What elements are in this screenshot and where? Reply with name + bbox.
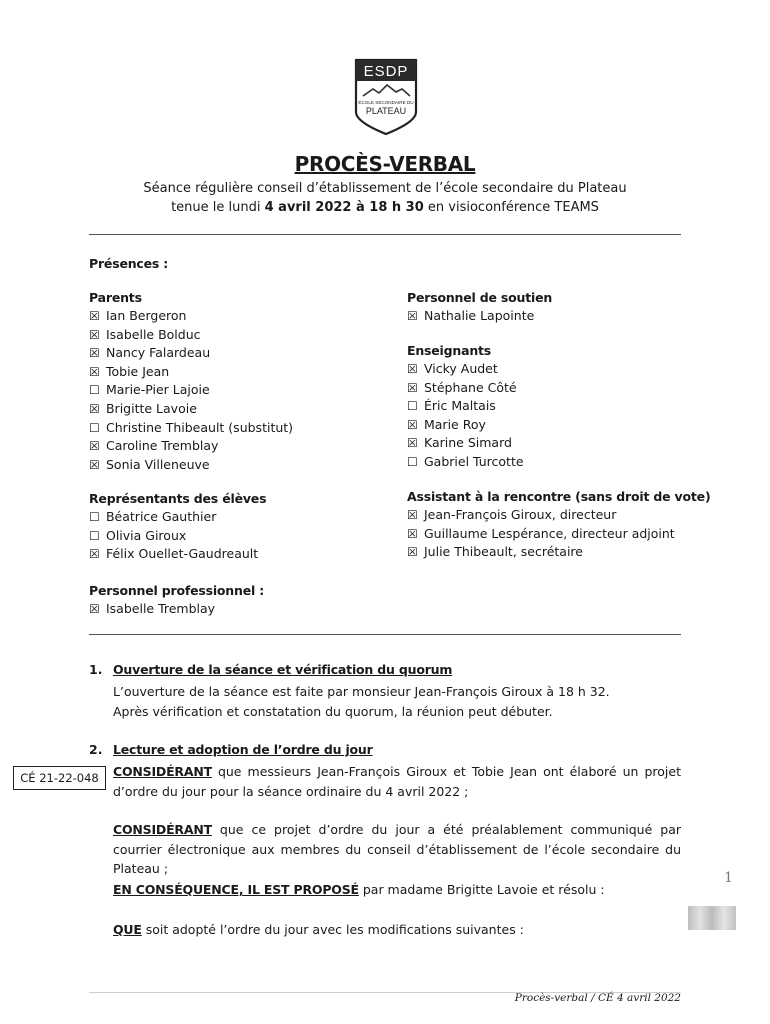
attendee-name: Béatrice Gauthier (105, 509, 217, 524)
attendee-item (89, 381, 293, 400)
attendee-item (89, 326, 293, 345)
subtitle-line1: Séance régulière conseil d’établissement de l’école secondaire du Plateau (143, 181, 627, 196)
soutien-group (407, 288, 552, 326)
attendee-name: Sonia Villeneuve (105, 456, 210, 472)
attendee-item (89, 344, 293, 363)
checked-box-icon: ☒ (89, 457, 100, 472)
attendee-item (89, 600, 264, 619)
attendee-item (407, 360, 524, 379)
assistant-group (407, 487, 710, 562)
checked-box-icon: ☒ (407, 417, 418, 432)
checked-box-icon: ☒ (407, 362, 418, 376)
page-tab-marker (688, 906, 736, 930)
checked-box-icon: ☒ (407, 436, 418, 451)
professionnel-group (89, 581, 264, 619)
attendee-name: Marie-Pier Lajoie (105, 382, 210, 398)
attendee-item (89, 307, 293, 326)
attendee-name: Gabriel Turcotte (423, 453, 524, 469)
footer-text: Procès-verbal / CÉ 4 avril 2022 (514, 992, 681, 1004)
section1-line1: L’ouverture de la séance est faite par monsieur Jean-François Giroux à 18 h 32. (113, 684, 610, 699)
section1-title: Ouverture de la séance et vérification du quorum (113, 662, 453, 677)
attendee-name: Isabelle Tremblay (105, 601, 216, 616)
enseignants-group (407, 341, 524, 472)
unchecked-box-icon: ☐ (407, 454, 418, 469)
attendee-item (89, 508, 266, 527)
unchecked-box-icon: ☐ (89, 420, 100, 435)
section1-heading (89, 662, 452, 677)
attendee-name: Éric Maltais (423, 398, 496, 414)
attendee-name: Julie Thibeault, secrétaire (423, 544, 583, 560)
divider-middle (89, 634, 681, 635)
subtitle-line2: tenue le lundi 4 avril 2022 à 18 h 30 en visioconférence TEAMS (171, 200, 599, 215)
divider-top (89, 234, 681, 235)
attendee-item (407, 379, 524, 398)
section2-title: Lecture et adoption de l’ordre du jour (113, 742, 373, 757)
checked-box-icon: ☒ (89, 364, 100, 379)
attendee-name: Nathalie Lapointe (423, 308, 535, 323)
soutien-heading: Personnel de soutien (407, 290, 553, 305)
checked-box-icon: ☒ (89, 346, 100, 361)
checked-box-icon: ☒ (89, 547, 100, 562)
eleves-heading: Représentants des élèves (89, 491, 267, 506)
attendee-name: Marie Roy (423, 416, 486, 432)
section1-number: 1. (89, 662, 103, 677)
attendee-name: Tobie Jean (105, 363, 170, 379)
assistant-heading: Assistant à la rencontre (sans droit de vote) (407, 489, 711, 504)
logo-line1: ÉCOLE SECONDAIRE DU (358, 100, 414, 105)
attendee-name: Christine Thibeault (substitut) (105, 419, 294, 435)
attendee-item (89, 363, 293, 382)
presences-label: Présences : (89, 256, 169, 271)
unchecked-box-icon: ☐ (407, 399, 418, 414)
unchecked-box-icon: ☐ (89, 510, 100, 524)
considerant-paragraph-2: CONSIDÉRANT que ce projet d’ordre du jour a été préalablement communiqué par courrier électronique aux membres du conseil d’établissement de l’école secondaire du Plateau ; (113, 822, 681, 876)
attendee-item (407, 397, 524, 416)
school-logo (354, 58, 418, 136)
resolution-number-box: CÉ 21-22-048 (13, 766, 106, 790)
attendee-name: Jean-François Giroux, directeur (423, 507, 617, 522)
attendee-item (89, 400, 293, 419)
attendee-item (407, 506, 710, 525)
que-paragraph: QUE soit adopté l’ordre du jour avec les modifications suivantes : (113, 922, 524, 937)
attendee-item (89, 456, 293, 475)
checked-box-icon: ☒ (89, 401, 100, 416)
attendee-item (89, 527, 266, 546)
attendee-item (89, 419, 293, 438)
proposition-paragraph: EN CONSÉQUENCE, IL EST PROPOSÉ par madame Brigitte Lavoie et résolu : (113, 882, 605, 897)
attendee-item (407, 525, 710, 544)
parents-heading: Parents (89, 290, 142, 305)
logo-abbr: ESDP (363, 63, 409, 80)
checked-box-icon: ☒ (89, 309, 100, 323)
attendee-name: Karine Simard (423, 435, 512, 451)
attendee-name: Ian Bergeron (105, 308, 187, 323)
attendee-name: Stéphane Côté (423, 379, 517, 395)
logo-line2: PLATEAU (365, 106, 407, 116)
section2-heading (89, 742, 373, 757)
checked-box-icon: ☒ (89, 602, 100, 616)
checked-box-icon: ☒ (89, 439, 100, 454)
attendee-name: Brigitte Lavoie (105, 400, 197, 416)
checked-box-icon: ☒ (407, 545, 418, 560)
page-number: 1 (724, 870, 733, 886)
checked-box-icon: ☒ (407, 309, 418, 323)
attendee-name: Vicky Audet (423, 361, 498, 376)
attendee-item (407, 453, 524, 472)
attendee-name: Caroline Tremblay (105, 438, 219, 454)
checked-box-icon: ☒ (407, 526, 418, 541)
checked-box-icon: ☒ (89, 327, 100, 342)
attendee-item (407, 307, 552, 326)
section2-number: 2. (89, 742, 103, 757)
attendee-item (407, 543, 710, 562)
unchecked-box-icon: ☐ (89, 383, 100, 398)
section1-line2: Après vérification et constatation du quorum, la réunion peut débuter. (113, 704, 553, 719)
page-title: PROCÈS-VERBAL (294, 152, 476, 176)
parents-group (89, 288, 293, 474)
attendee-item (407, 434, 524, 453)
eleves-group (89, 489, 266, 564)
attendee-name: Nancy Falardeau (105, 345, 211, 361)
checked-box-icon: ☒ (407, 380, 418, 395)
attendee-name: Isabelle Bolduc (105, 326, 201, 342)
considerant-paragraph-1: CONSIDÉRANT que messieurs Jean-François Giroux et Tobie Jean ont élaboré un projet d’ordre du jour pour la séance ordinaire du 4 avril 2022 ; (113, 764, 681, 799)
checked-box-icon: ☒ (407, 508, 418, 522)
attendee-item (407, 416, 524, 435)
professionnel-heading: Personnel professionnel : (89, 583, 265, 598)
enseignants-heading: Enseignants (407, 343, 492, 358)
meeting-date: 4 avril 2022 à 18 h 30 (264, 200, 424, 215)
attendee-item (89, 545, 266, 564)
attendee-name: Félix Ouellet-Gaudreault (105, 546, 259, 562)
attendee-name: Guillaume Lespérance, directeur adjoint (423, 525, 675, 541)
attendee-item (89, 437, 293, 456)
attendee-name: Olivia Giroux (105, 527, 187, 543)
unchecked-box-icon: ☐ (89, 528, 100, 543)
